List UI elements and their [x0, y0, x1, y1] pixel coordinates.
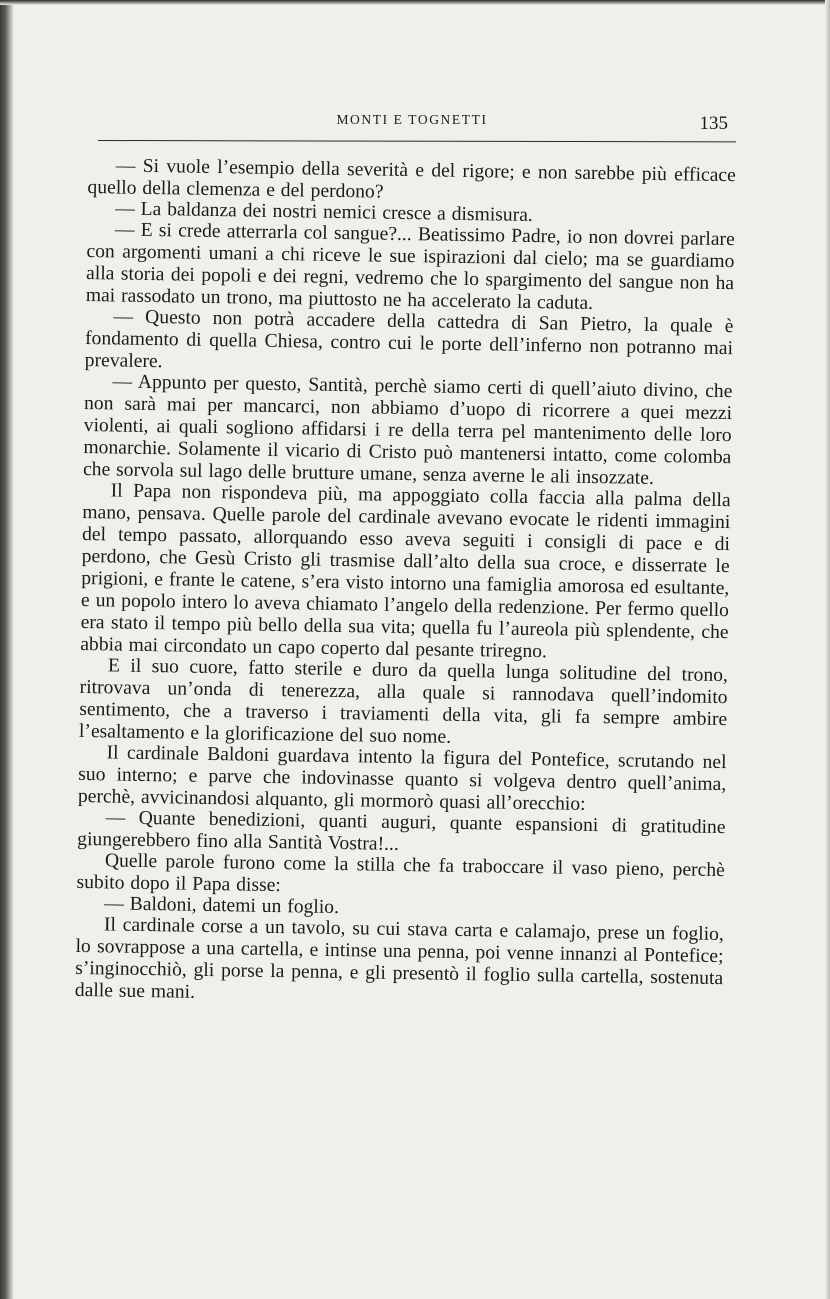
- paragraph: Il cardinale Baldoni guardava intento la figura del Pontefice, scrutando nel suo interno; e parve che indovinasse quanto si volgeva dentro quell’anima, perchè, avvicinandosi alquanto, gli mormorò quasi all’orecchio:: [77, 742, 727, 815]
- paragraph: Il cardinale corse a un tavolo, su cui stava carta e calamajo, prese un foglio, lo sovrappose a una cartella, e intinse una penna, poi venne innanzi al Pontefice; s’inginocchiò, gli porse la penna, e gli presentò il foglio sulla cartella, sostenuta dalle sue mani.: [74, 914, 724, 1003]
- paragraph: — Quante benedizioni, quanti auguri, quante espansioni di gratitudine giungerebbero fino alla Santità Vostra!...: [77, 807, 726, 855]
- running-title: MONTI E TOGNETTI: [336, 112, 488, 127]
- header-rule: [98, 140, 736, 142]
- paragraph: — Appunto per questo, Santità, perchè siamo certi di quell’aiuto divino, che non sarà mai per mancarci, non abbiamo d’uopo di ricorrere a quei mezzi violenti, ai quali sogliono affidarsi i re della terra pel mantenimento delle loro monarchie. Solamente il vicario di Cristo può mantenersi intatto, come colomba che sorvola sul lago delle brutture umane, senza averne le ali insozzate.: [82, 371, 733, 489]
- body-text: [75, 155, 736, 1012]
- paragraph: — La baldanza dei nostri nemici cresce a dismisura.: [114, 198, 533, 226]
- scan-right-shadow: [825, 0, 830, 1299]
- paragraph: — Questo non potrà accadere della cattedra di San Pietro, la quale è fondamento di quella Chiesa, contro cui le porte dell’inferno non potranno mai prevalere.: [84, 306, 734, 373]
- paragraph: — E si crede atterrarla col sangue?... Beatissimo Padre, io non dovrei parlare con argomenti umani a chi riceve le sue ispirazioni dal cielo; ma se guardiamo alla storia dei popoli e dei regni, vedremo che lo spargimento del sangue non ha mai rassodato un trono, ma piuttosto ne ha accelerato la caduta.: [85, 219, 735, 314]
- paragraph: Il Papa non rispondeva più, ma appoggiato colla faccia alla palma della mano, pensava. Quelle parole del cardinale avevano evocate le ridenti immagini del tempo passato, allorquando esso aveva seguiti i consigli di pace e di perdono, che Gesù Cristo gli trasmise dall’alto della sua croce, e disserrate le prigioni, e frante le catene, s’era visto intorno una famiglia amorosa ed esultante, e un popolo intero lo aveva chiamato l’angelo della redenzione. Per fermo quello era stato il tempo più bello della sua vita; quella fu l’aureola più splendente, che abbia mai circondato un capo coperto dal pesante triregno.: [80, 480, 731, 663]
- paragraph: E il suo cuore, fatto sterile e duro da quella lunga solitudine del trono, ritrovava un’onda di tenerezza, alla quale si rannodava quell’indomito sentimento, che a traverso i traviamenti della vita, gli fa sempre ambire l’esaltamento e la glorificazione del suo nome.: [78, 655, 729, 748]
- scan-top-shadow: [0, 0, 830, 5]
- paragraph: Quelle parole furono come la stilla che fa traboccare il vaso pieno, perchè subito dopo il Papa disse:: [76, 850, 726, 897]
- paragraph: — Si vuole l’esempio della severità e del rigore; e non sarebbe più efficace quello della clemenza e del perdono?: [87, 155, 736, 203]
- page-number: 135: [699, 113, 728, 134]
- running-head: [88, 104, 736, 138]
- book-page: [74, 104, 736, 1012]
- paragraph: — Baldoni, datemi un foglio.: [104, 893, 340, 919]
- scan-binding-shadow: [0, 0, 14, 1299]
